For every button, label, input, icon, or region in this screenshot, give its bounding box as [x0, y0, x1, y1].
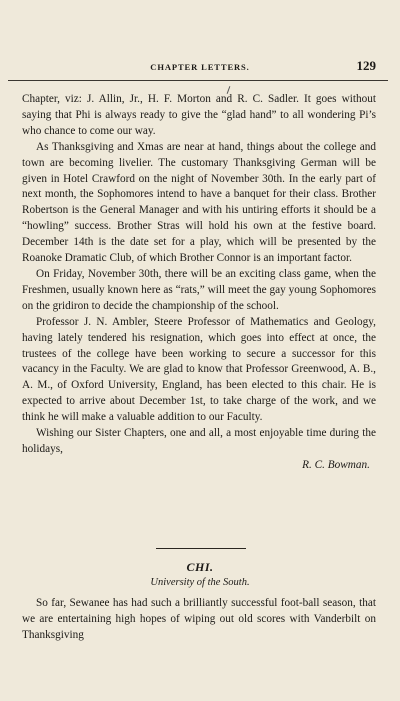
section-title: CHI.: [186, 560, 214, 574]
section-divider: [156, 548, 246, 549]
paragraph-holiday-wishes: Wishing our Sister Chapters, one and all, a most enjoyable time during the holidays,: [22, 427, 376, 455]
signature: R. C. Bowman.: [302, 458, 370, 471]
page-number: 129: [356, 58, 376, 73]
paragraph-professor: Professor J. N. Ambler, Steere Professor of Mathematics and Geology, having lately tendered his resignation, which goes into effect at once, the trustees of the college have been working to secure a successor for this vacancy in the Faculty. We are glad to know that Professor Greenwood, A. B., A. M., of Oxford University, England, has been elected to this chair. He is expected to arrive about December 1st, to take charge of the work, and we think he will make a valuable addition to our Faculty.: [22, 315, 376, 424]
running-head: CHAPTER LETTERS.: [150, 62, 250, 72]
page-header: [20, 58, 380, 74]
header-rule: [8, 80, 388, 81]
paragraph-continued: Chapter, viz: J. Allin, Jr., H. F. Morton and R. C. Sadler. It goes without saying that Phi is always ready to give the “glad hand” to all wondering Pi’s who chance to come our way.: [22, 93, 376, 137]
section-body: [22, 596, 376, 644]
chapter-letter-body: [22, 92, 376, 474]
section-paragraph: So far, Sewanee has had such a brilliantly successful foot-ball season, that we are entertaining high hopes of wiping out old scores with Vanderbilt on Thanksgiving: [22, 597, 376, 641]
paragraph-class-game: On Friday, November 30th, there will be an exciting class game, when the Freshmen, usually known here as “rats,” will meet the gay young Sophomores on the gridiron to decide the championship of the school.: [22, 267, 376, 312]
paragraph-thanksgiving: As Thanksgiving and Xmas are near at hand, things about the college and town are becoming livelier. The customary Thanksgiving German will be given in Hotel Crawford on the night of November 30th. In the early part of next month, the Sophomores intend to have a banquet for their class. Brother Robertson is the General Manager and with his untiring efforts it should be a “howling” success. Brother Stras will hold his own at the festive board. December 14th is the date set for a play, which will be presented by the Roanoke Dramatic Club, of which Brother Connor is an important factor.: [22, 140, 376, 265]
section-subtitle: University of the South.: [150, 577, 250, 588]
